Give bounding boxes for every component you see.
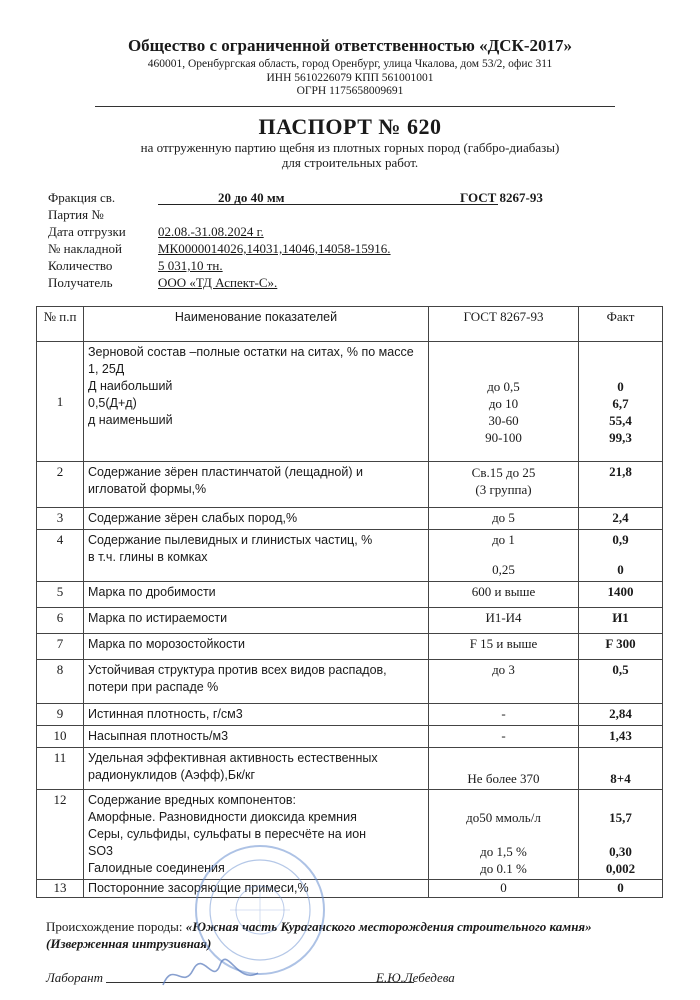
row-name-line: Содержание пылевидных и глинистых частиц, %: [88, 533, 373, 547]
quantity-value: 5 031,10 тн.: [158, 258, 223, 273]
row-fact: [579, 530, 663, 582]
row-gost: 600 и выше: [429, 582, 579, 608]
row-gost: 0: [429, 880, 579, 898]
row-name: Насыпная плотность/м3: [84, 726, 429, 748]
company-details: [0, 58, 700, 99]
fraction-value-line: [158, 190, 498, 205]
row-gost-line: до 1: [492, 532, 515, 547]
signature-name: Е.Ю.Лебедева: [376, 970, 455, 985]
fraction-label: Фракция св.: [48, 190, 116, 205]
table-row: [37, 790, 663, 880]
row-gost: [429, 790, 579, 880]
row-gost: [429, 462, 579, 508]
row-num: 13: [37, 880, 84, 898]
batch-label: Партия №: [48, 207, 104, 222]
fraction-gost: ГОСТ 8267-93: [460, 190, 543, 205]
signature-role: Лаборант: [46, 970, 104, 985]
row-name: Содержание зёрен пластинчатой (лещадной) и игловатой формы,%: [84, 462, 429, 508]
row-name: Марка по морозостойкости: [84, 634, 429, 660]
row-fact: 8+4: [579, 748, 663, 790]
company-name: Общество с ограниченной ответственностью «ДСК-2017»: [127, 36, 573, 55]
row-name-line: Серы, сульфиды, сульфаты в пересчёте на ион: [88, 827, 367, 841]
row-num: 5: [37, 582, 84, 608]
table-row: [37, 634, 663, 660]
table-row: [37, 508, 663, 530]
passport-title: ПАСПОРТ № 620: [258, 114, 442, 139]
row-num: 4: [37, 530, 84, 582]
row-fact: 1400: [579, 582, 663, 608]
row-gost: [429, 530, 579, 582]
row-fact: 2,84: [579, 704, 663, 726]
row-gost-line: до 10: [488, 396, 519, 411]
row-name: Истинная плотность, г/см3: [84, 704, 429, 726]
row-name-line: SO3: [88, 844, 114, 858]
row-gost-line: до 1,5 %: [480, 844, 527, 859]
date-label: Дата отгрузки: [48, 224, 126, 239]
row-gost-line: [433, 547, 574, 562]
row-num: 12: [37, 790, 84, 880]
row-gost-line: до 0,5: [487, 379, 520, 394]
row-fact-line: 0,002: [605, 861, 636, 876]
row-fact-line: 0: [617, 379, 624, 394]
row-name: [84, 342, 429, 462]
table-row: [37, 342, 663, 462]
company-inn-kpp: ИНН 5610226079 КПП 561001001: [266, 71, 434, 84]
row-fact-line: 0,30: [609, 844, 632, 859]
row-gost: -: [429, 704, 579, 726]
row-gost-line: 90-100: [485, 430, 522, 445]
row-fact: F 300: [579, 634, 663, 660]
header-num: № п.п: [37, 307, 84, 342]
row-fact-line: [583, 547, 658, 562]
row-name: [84, 530, 429, 582]
row-name: Устойчивая структура против всех видов распадов, потери при распаде %: [84, 660, 429, 704]
table-row: [37, 462, 663, 508]
row-num: 1: [37, 342, 84, 462]
table-row: [37, 530, 663, 582]
row-name: Посторонние засоряющие примеси,%: [84, 880, 429, 898]
row-name-line: Зерновой состав –полные остатки на ситах, % по массе: [88, 345, 414, 359]
header-gost: ГОСТ 8267-93: [429, 307, 579, 342]
row-gost: И1-И4: [429, 608, 579, 634]
row-name-line: Содержание вредных компонентов:: [88, 793, 296, 807]
header-name: Наименование показателей: [84, 307, 429, 342]
row-name: Содержание зёрен слабых пород,%: [84, 508, 429, 530]
indicators-table: [36, 306, 663, 898]
row-fact: 21,8: [579, 462, 663, 508]
table-row: [37, 582, 663, 608]
row-gost-line: (3 группа): [475, 482, 532, 497]
row-num: 3: [37, 508, 84, 530]
row-gost: -: [429, 726, 579, 748]
row-gost-line: до 0.1 %: [480, 861, 527, 876]
row-name: Марка по дробимости: [84, 582, 429, 608]
table-row: [37, 880, 663, 898]
rock-origin-value: «Южная часть Кураганского месторождения строительного камня» (Изверженная интрузивная): [46, 919, 592, 951]
table-row: [37, 704, 663, 726]
row-name: [84, 790, 429, 880]
row-fact-line: 99,3: [609, 430, 632, 445]
row-fact: 2,4: [579, 508, 663, 530]
row-name-line: Галоидные соединения: [88, 861, 225, 875]
row-name-line: 1, 25Д: [88, 362, 125, 376]
row-gost: Не более 370: [429, 748, 579, 790]
row-gost: до 3: [429, 660, 579, 704]
invoice-label: № накладной: [48, 241, 122, 256]
company-ogrn: ОГРН 1175658009691: [296, 85, 404, 97]
passport-subtitle-line-1: на отгруженную партию щебня из плотных горных пород (габбро-диабазы): [140, 140, 560, 155]
rock-origin: [46, 918, 666, 952]
header-divider: [95, 106, 615, 107]
invoice-value: МК0000014026,14031,14046,14058-15916.: [158, 241, 391, 256]
row-gost-line: 30-60: [488, 413, 519, 428]
row-num: 6: [37, 608, 84, 634]
header-fact: Факт: [579, 307, 663, 342]
row-num: 10: [37, 726, 84, 748]
row-gost: F 15 и выше: [429, 634, 579, 660]
row-name-line: д наименьший: [88, 413, 173, 427]
rock-origin-label: Происхождение породы:: [46, 919, 183, 934]
quantity-label: Количество: [48, 258, 113, 273]
date-value: 02.08.-31.08.2024 г.: [158, 224, 264, 239]
row-gost-line: [433, 826, 574, 843]
row-name-line: Д наибольший: [88, 379, 173, 393]
row-fact-line: 15,7: [609, 810, 632, 825]
row-name-line: в т.ч. глины в комках: [88, 550, 208, 564]
row-fact: 1,43: [579, 726, 663, 748]
row-gost-line: Св.15 до 25: [471, 465, 536, 480]
recipient-value: ООО «ТД Аспект-С».: [158, 275, 278, 290]
table-header-row: [37, 307, 663, 342]
row-fact-line: 6,7: [612, 396, 629, 411]
row-name: Марка по истираемости: [84, 608, 429, 634]
table-row: [37, 660, 663, 704]
signature-line: [106, 982, 414, 983]
recipient-label: Получатель: [48, 275, 113, 290]
row-fact: 0,5: [579, 660, 663, 704]
row-fact-line: 55,4: [609, 413, 632, 428]
row-num: 8: [37, 660, 84, 704]
row-fact: И1: [579, 608, 663, 634]
row-fact-line: [583, 826, 658, 843]
table-row: [37, 726, 663, 748]
row-gost: [429, 342, 579, 462]
row-name-line: Аморфные. Разновидности диоксида кремния: [88, 810, 357, 824]
table-row: [37, 608, 663, 634]
signature-block: [46, 970, 666, 986]
row-name: Удельная эффективная активность естественных радионуклидов (Аэфф),Бк/кг: [84, 748, 429, 790]
fraction-value: 20 до 40 мм: [218, 190, 285, 205]
row-fact: [579, 790, 663, 880]
row-num: 9: [37, 704, 84, 726]
table-row: [37, 748, 663, 790]
passport-subtitle-line-2: для строительных работ.: [281, 155, 419, 170]
row-gost-line: 0,25: [492, 562, 515, 577]
row-gost-line: до50 ммоль/л: [466, 810, 541, 825]
row-name-line: 0,5(Д+д): [88, 396, 137, 410]
row-fact: 0: [579, 880, 663, 898]
row-num: 2: [37, 462, 84, 508]
row-fact-line: 0,9: [612, 532, 629, 547]
row-num: 7: [37, 634, 84, 660]
row-num: 11: [37, 748, 84, 790]
row-fact-line: 0: [617, 562, 624, 577]
passport-subtitle: [0, 140, 700, 170]
row-fact: [579, 342, 663, 462]
row-gost: до 5: [429, 508, 579, 530]
company-address: 460001, Оренбургская область, город Оренбург, улица Чкалова, дом 53/2, офис 311: [147, 58, 553, 70]
